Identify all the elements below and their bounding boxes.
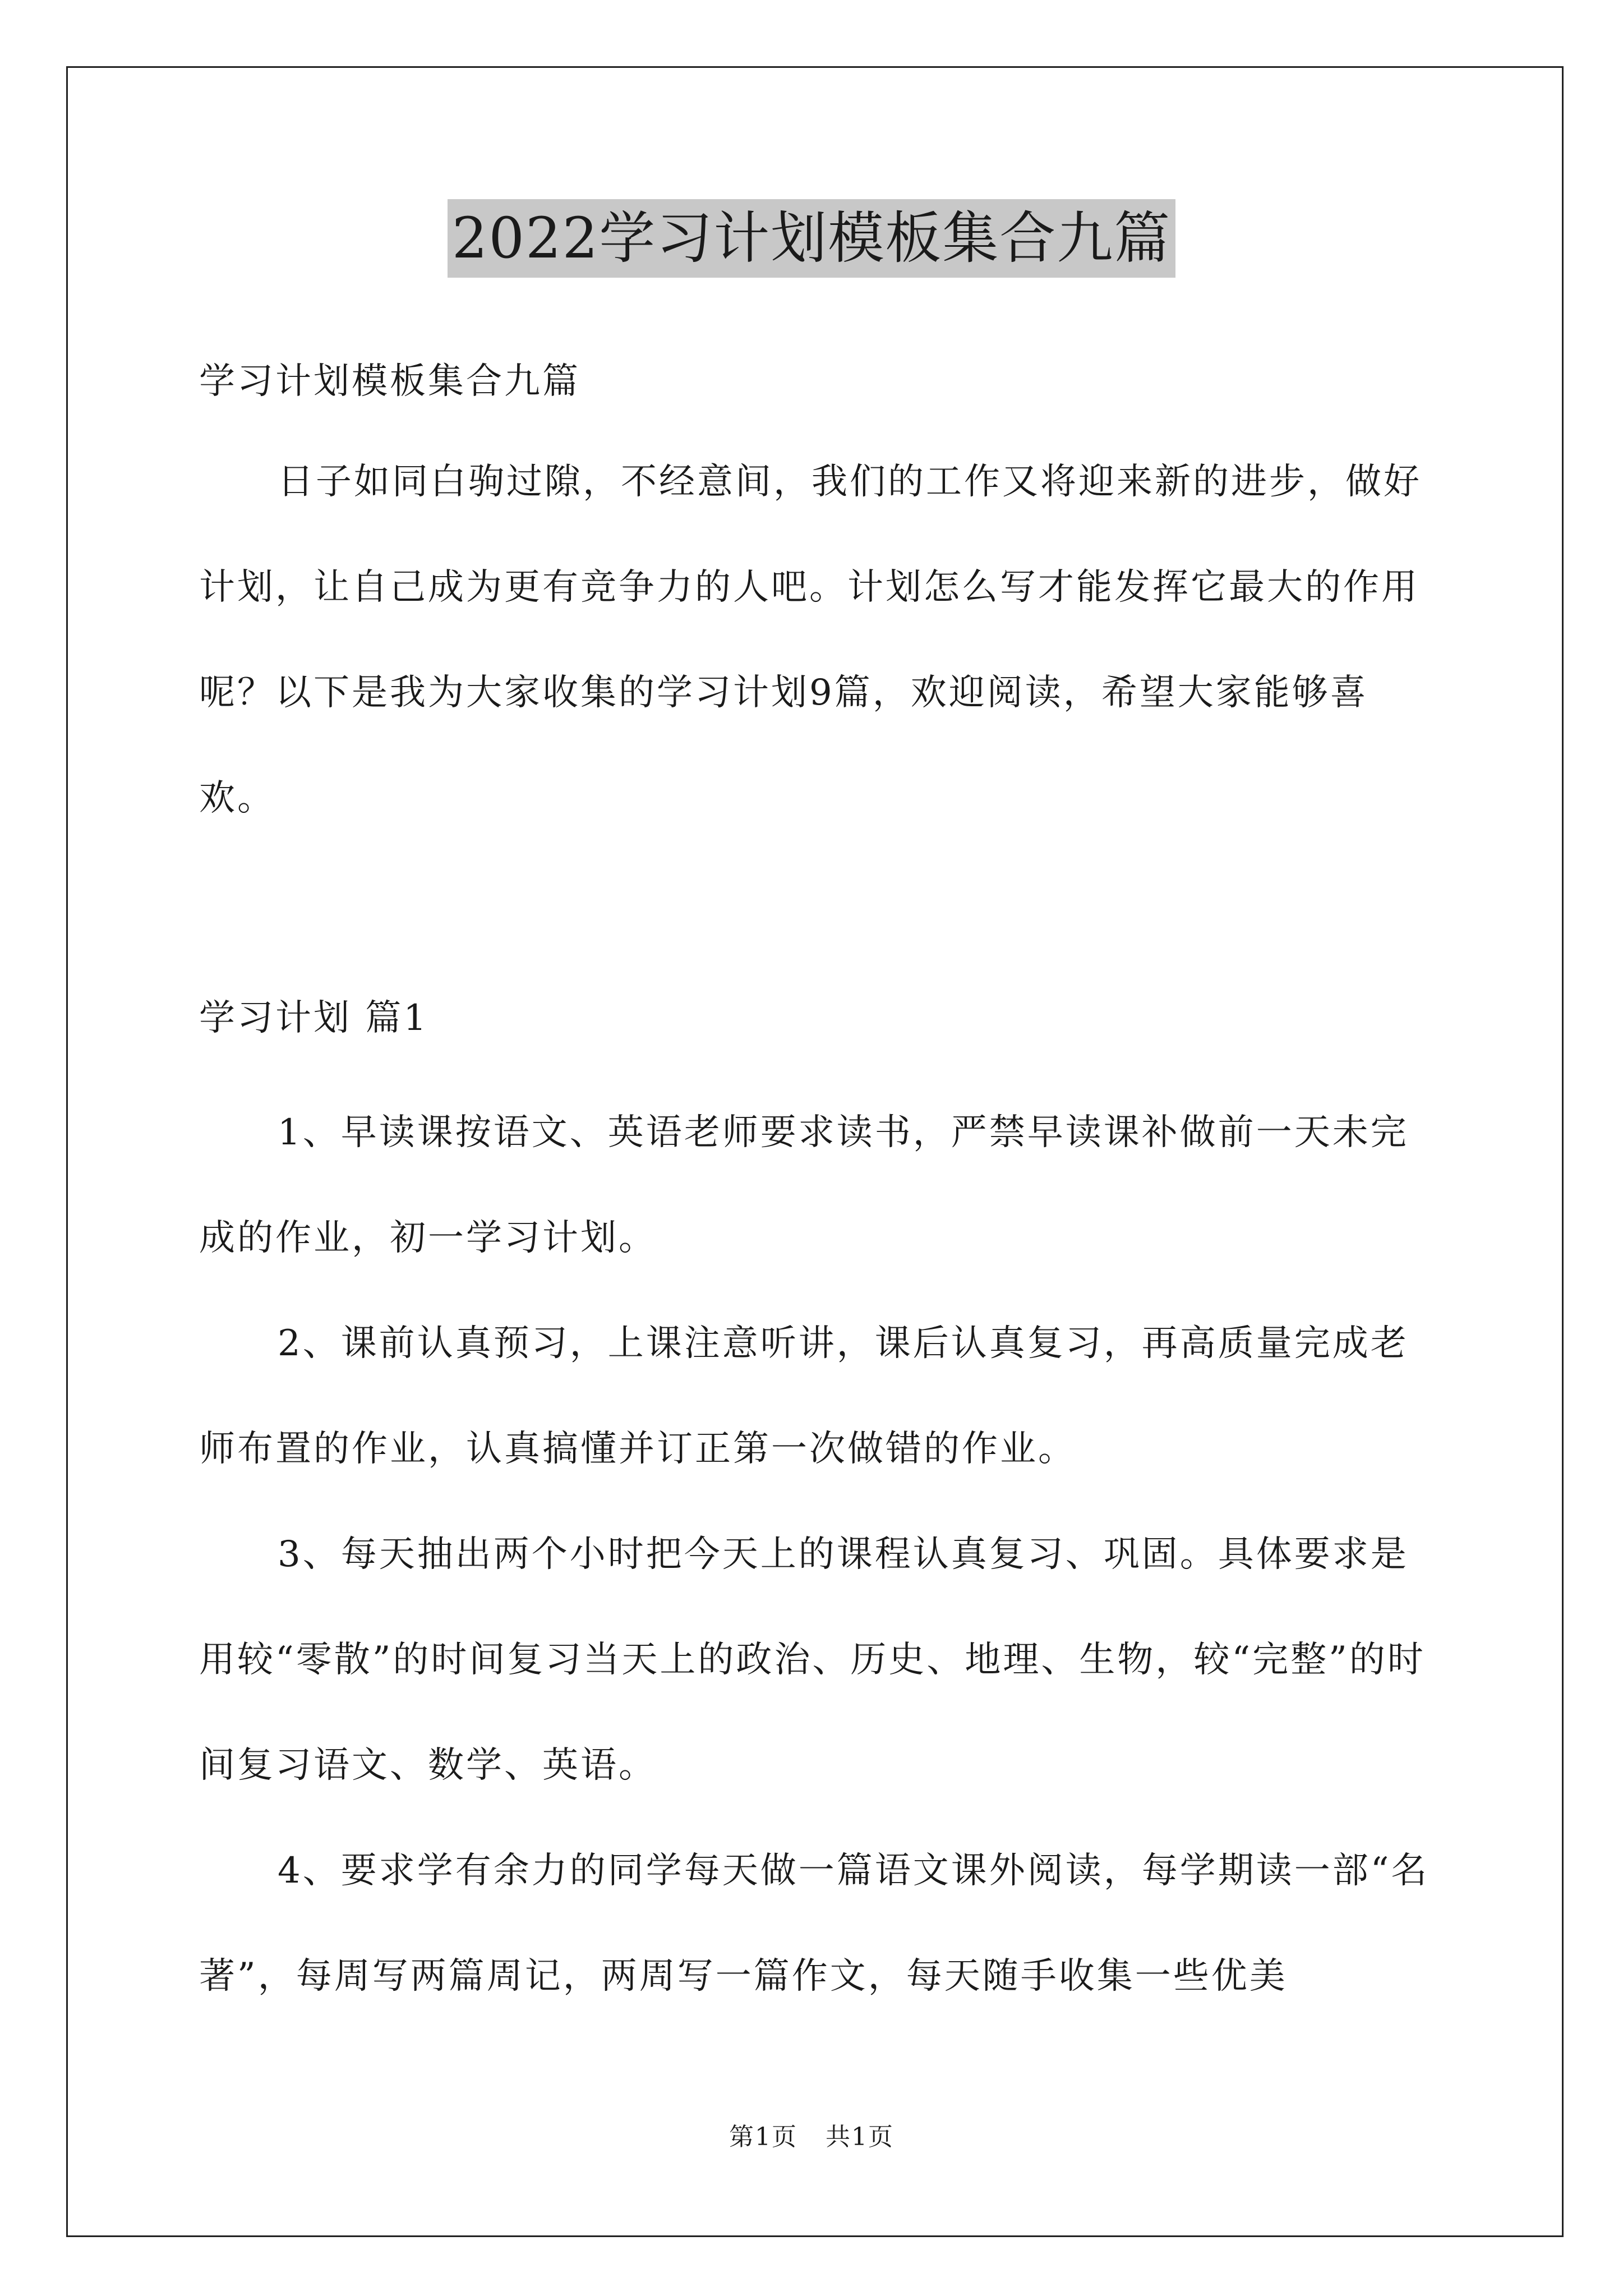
list-item: 3、每天抽出两个小时把今天上的课程认真复习、巩固。具体要求是用较“零散”的时间复习当天上的政治、历史、地理、生物，较“完整”的时间复习语文、数学、英语。 [199, 1534, 1426, 1786]
list-item: 1、早读课按语文、英语老师要求读书，严禁早读课补做前一天未完成的作业，初一学习计划。 [199, 1112, 1409, 1259]
list-item: 2、课前认真预习，上课注意听讲，课后认真复习，再高质量完成老师布置的作业，认真搞懂并订正第一次做错的作业。 [199, 1323, 1409, 1470]
page-total: 共1页 [826, 2123, 894, 2151]
intro-paragraph: 日子如同白驹过隙，不经意间，我们的工作又将迎来新的进步，做好计划，让自己成为更有竞争力的人吧。计划怎么写才能发挥它最大的作用呢？以下是我为大家收集的学习计划9篇，欢迎阅读，希望大家能够喜欢。 [199, 461, 1422, 819]
document-subtitle: 学习计划模板集合九篇 [199, 361, 580, 402]
title-container [0, 199, 1623, 278]
page-footer [0, 2120, 1623, 2154]
page-number: 第1页 [729, 2123, 797, 2151]
item-list [199, 1080, 1433, 2029]
document-title: 2022学习计划模板集合九篇 [448, 199, 1176, 278]
list-item: 4、要求学有余力的同学每天做一篇语文课外阅读，每学期读一部“名著”，每周写两篇周记，两周写一篇作文，每天随手收集一些优美 [199, 1850, 1430, 1997]
section-heading: 学习计划 篇1 [199, 997, 429, 1039]
